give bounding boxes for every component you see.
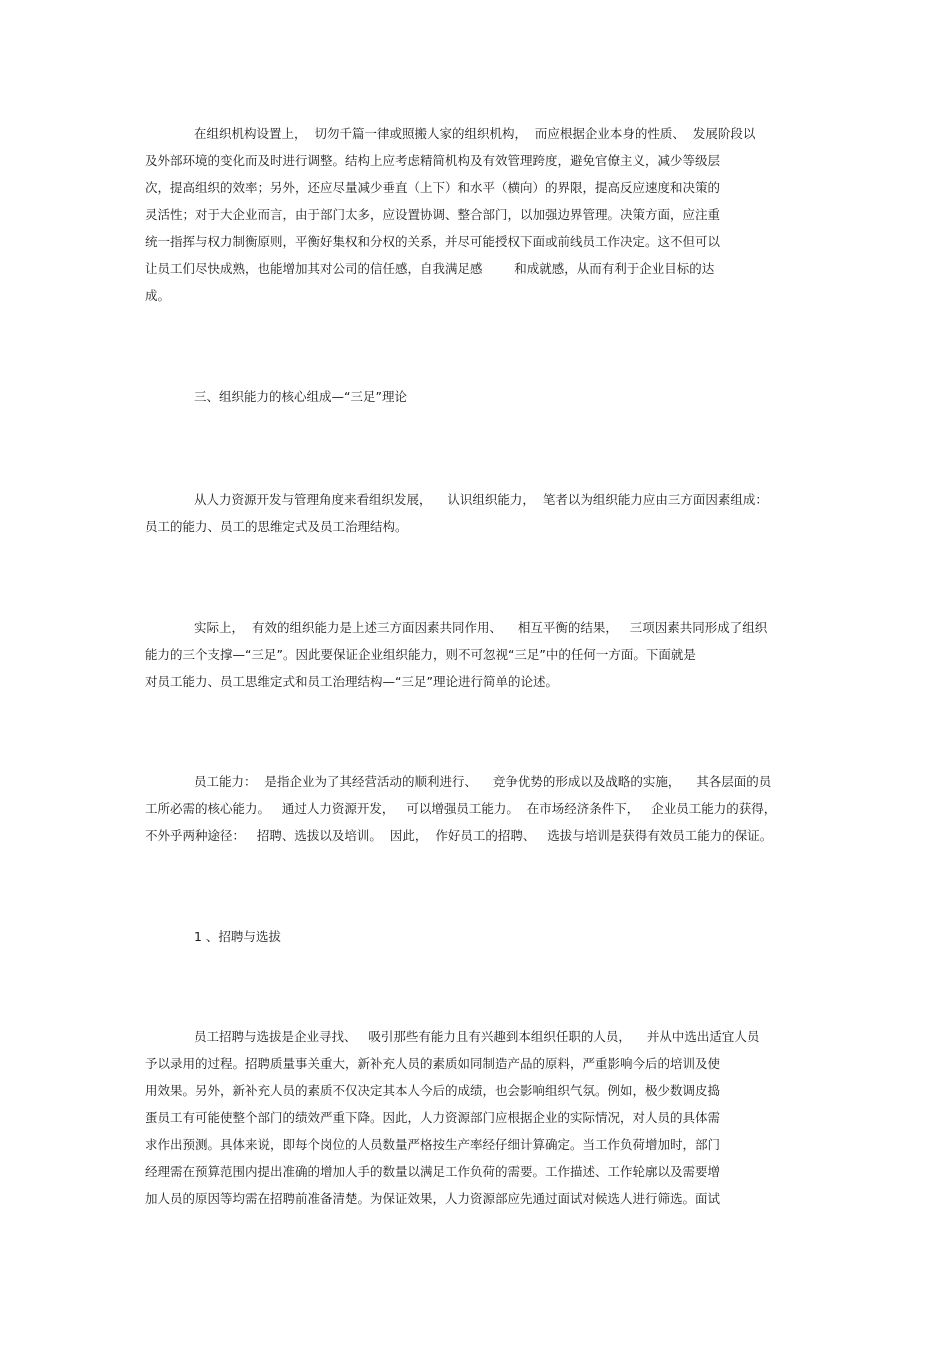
paragraph-line: 成。 — [145, 288, 171, 303]
paragraph-line: 不外乎两种途径： 招聘、选拔以及培训。 因此， 作好员工的招聘、 选拔与培训是获得有效员工能力的保证。 — [145, 828, 773, 843]
paragraph-line: 工所必需的核心能力。 通过人力资源开发， 可以增强员工能力。 在市场经济条件下， 企业员工能力的获得， — [145, 801, 777, 816]
paragraph-line: 予以录用的过程。招聘质量事关重大，新补充人员的素质如同制造产品的原料，严重影响今后的培训及使 — [145, 1056, 721, 1071]
paragraph-line: 员工招聘与选拔是企业寻找、 吸引那些有能力且有兴趣到本组织任职的人员， 并从中选出适宜人员 — [194, 1029, 760, 1044]
paragraph-line: 求作出预测。具体来说，即每个岗位的人员数量严格按生产率经仔细计算确定。当工作负荷增加时，部门 — [145, 1137, 721, 1152]
paragraph-line: 用效果。另外，新补充人员的素质不仅决定其本人今后的成绩，也会影响组织气氛。例如，极少数调皮捣 — [145, 1083, 721, 1098]
paragraph-line: 灵活性；对于大企业而言，由于部门太多，应设置协调、整合部门，以加强边界管理。决策方面，应注重 — [145, 207, 721, 222]
paragraph-line: 从人力资源开发与管理角度来看组织发展， 认识组织能力， 笔者以为组织能力应由三方面因素组成： — [194, 492, 768, 507]
paragraph-line: 及外部环境的变化而及时进行调整。结构上应考虑精简机构及有效管理跨度，避免官僚主义，减少等级层 — [145, 153, 721, 168]
paragraph-line: 对员工能力、员工思维定式和员工治理结构—“三足”理论进行简单的论述。 — [145, 674, 558, 689]
paragraph-line: 能力的三个支撑—“三足”。因此要保证企业组织能力，则不可忽视“三足”中的任何一方面。下面就是 — [145, 647, 696, 662]
paragraph-line: 实际上， 有效的组织能力是上述三方面因素共同作用、 相互平衡的结果， 三项因素共同形成了组织 — [194, 620, 768, 635]
paragraph-line: 蛋员工有可能使整个部门的绩效严重下降。因此，人力资源部门应根据企业的实际情况，对人员的具体需 — [145, 1110, 721, 1125]
paragraph-line: 次，提高组织的效率；另外，还应尽量减少垂直（上下）和水平（横向）的界限，提高反应速度和决策的 — [145, 180, 721, 195]
paragraph-line: 在组织机构设置上， 切勿千篇一律或照搬人家的组织机构， 而应根据企业本身的性质、 发展阶段以 — [194, 126, 756, 141]
section-heading: 三、组织能力的核心组成—“三足”理论 — [194, 389, 407, 404]
paragraph-line: 让员工们尽快成熟，也能增加其对公司的信任感，自我满足感 和成就感，从而有利于企业目标的达 — [145, 261, 715, 276]
paragraph-line: 经理需在预算范围内提出准确的增加人手的数量以满足工作负荷的需要。工作描述、工作轮廓以及需要增 — [145, 1164, 721, 1179]
paragraph-line: 员工能力： 是指企业为了其经营活动的顺利进行、 竞争优势的形成以及战略的实施， 其各层面的员 — [194, 774, 772, 789]
subsection-heading: 1 、招聘与选拔 — [194, 929, 281, 944]
paragraph-line: 统一指挥与权力制衡原则，平衡好集权和分权的关系，并尽可能授权下面或前线员工作决定。这不但可以 — [145, 234, 721, 249]
paragraph-line: 加人员的原因等均需在招聘前准备清楚。为保证效果，人力资源部应先通过面试对候选人进行筛选。面试 — [145, 1191, 721, 1206]
paragraph-line: 员工的能力、员工的思维定式及员工治理结构。 — [145, 519, 408, 534]
